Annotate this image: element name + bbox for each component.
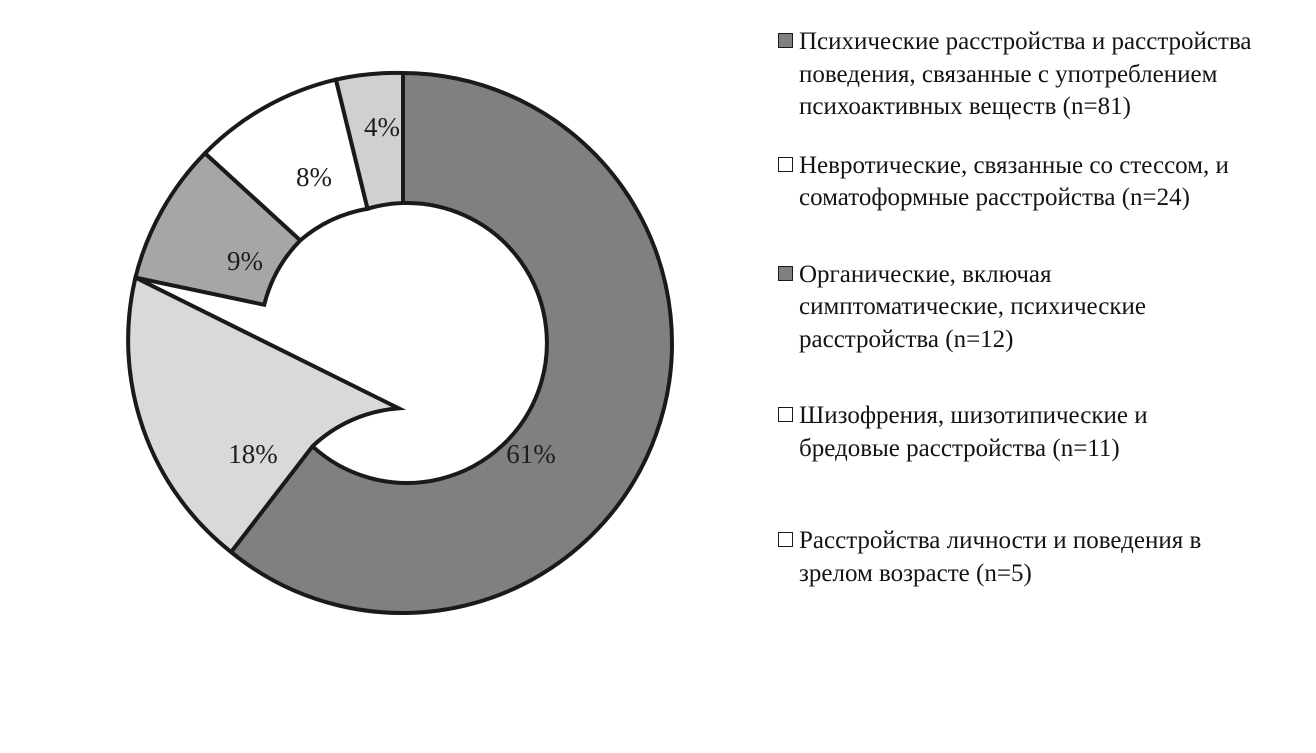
data-label-neurotic: 18% bbox=[228, 439, 278, 469]
legend-swatch-icon bbox=[778, 33, 793, 48]
legend-item-label: Невротические, связанные со стессом, и соматоформные расстройства (n=24) bbox=[799, 151, 1229, 211]
donut-slices bbox=[128, 73, 672, 613]
data-label-schizophrenia: 8% bbox=[296, 162, 332, 192]
donut-chart-svg bbox=[118, 58, 688, 628]
legend-item-neurotic[interactable] bbox=[778, 150, 1278, 215]
legend-item-label: Шизофрения, шизотипические и бредовые расстройства (n=11) bbox=[799, 402, 1148, 462]
legend-item-label: Органические, включая симптоматические, психические расстройства (n=12) bbox=[799, 260, 1146, 353]
data-label-personality: 4% bbox=[364, 112, 400, 142]
legend-item-organic[interactable] bbox=[778, 259, 1278, 357]
legend-item-personality[interactable] bbox=[778, 525, 1278, 590]
legend-item-label: Психические расстройства и расстройства поведения, связанные с употреблением психоактивных веществ (n=81) bbox=[799, 28, 1252, 120]
data-label-organic: 9% bbox=[227, 246, 263, 276]
legend-item-schizophrenia[interactable] bbox=[778, 400, 1278, 465]
legend-swatch-icon bbox=[778, 407, 793, 422]
legend-swatch-icon bbox=[778, 532, 793, 547]
legend-item-label: Расстройства личности и поведения в зрелом возрасте (n=5) bbox=[799, 527, 1202, 587]
donut-chart-canvas bbox=[118, 58, 688, 628]
legend-item-substance-use[interactable] bbox=[778, 26, 1278, 124]
legend-swatch-icon bbox=[778, 266, 793, 281]
data-label-substance-use: 61% bbox=[506, 439, 556, 469]
legend bbox=[778, 26, 1278, 616]
legend-swatch-icon bbox=[778, 157, 793, 172]
